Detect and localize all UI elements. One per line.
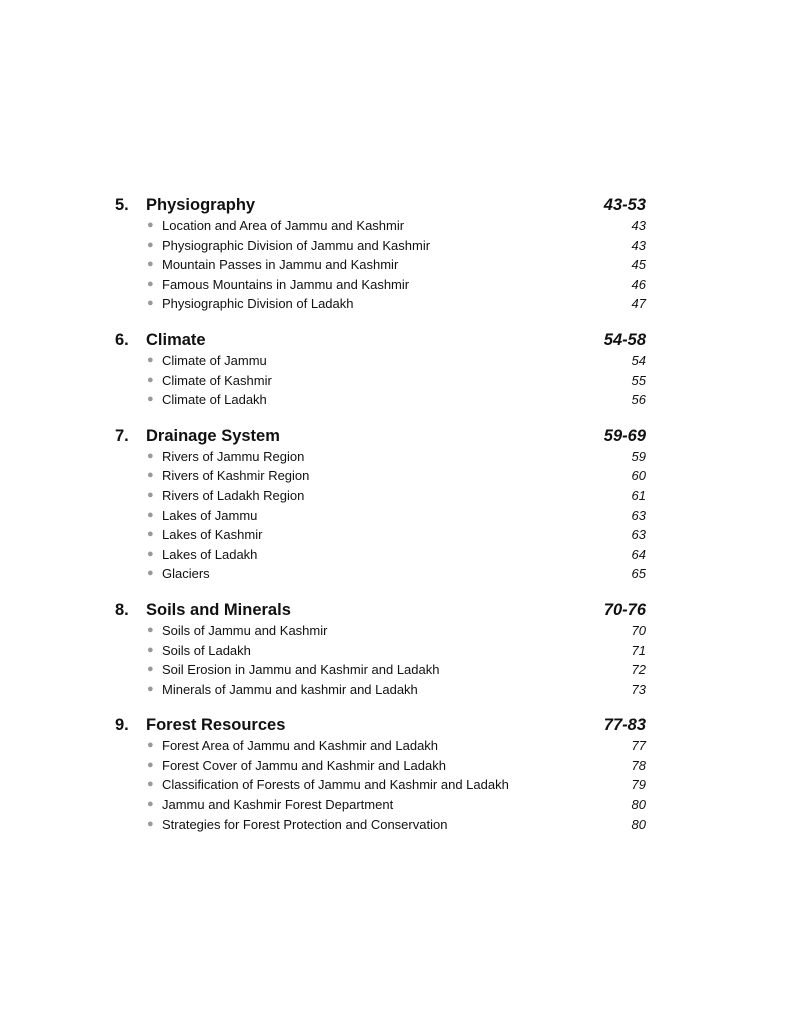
entry-page: 63 [631,527,646,543]
toc-entry[interactable] [115,466,646,486]
entry-page: 60 [631,468,646,484]
entry-label: Jammu and Kashmir Forest Department [162,797,394,813]
bullet-icon: ● [147,219,154,231]
chapter-number: 8. [115,600,129,619]
entry-label: Physiographic Division of Jammu and Kashmir [162,237,431,253]
toc-entry[interactable] [115,545,646,565]
bullet-icon: ● [147,778,154,791]
toc-entry[interactable] [115,390,646,410]
entry-page: 63 [631,507,646,523]
entry-label: Famous Mountains in Jammu and Kashmir [162,276,410,292]
chapter-page-range: 70-76 [603,600,646,619]
bullet-icon: ● [147,373,154,386]
entry-label: Soil Erosion in Jammu and Kashmir and Ladakh [162,662,440,678]
bullet-icon: ● [147,643,154,656]
entry-label: Soils of Ladakh [162,642,251,658]
toc-entry[interactable] [115,294,646,314]
entry-page: 71 [631,642,646,658]
chapter-number: 5. [115,196,129,214]
chapter-page-range: 77-83 [603,716,646,735]
toc-entry[interactable] [115,255,646,275]
bullet-icon: ● [147,682,154,695]
entry-label: Climate of Kashmir [162,372,272,388]
entry-page: 56 [631,392,646,408]
chapter-title: Soils and Minerals [146,600,291,619]
toc-entry[interactable] [115,236,646,256]
chapter-page-range: 59-69 [603,426,646,445]
bullet-icon: ● [147,758,154,771]
toc-section [115,329,646,410]
entry-label: Rivers of Kashmir Region [162,468,310,484]
bullet-icon: ● [147,547,154,560]
entry-page: 72 [631,662,646,678]
entry-label: Rivers of Ladakh Region [162,487,305,503]
toc-entry[interactable] [115,775,646,795]
entry-label: Strategies for Forest Protection and Conservation [162,816,448,832]
toc-section [115,714,646,834]
entry-label: Soils of Jammu and Kashmir [162,622,328,638]
chapter-number: 9. [115,716,129,735]
toc-entry[interactable] [115,660,646,680]
toc-entry[interactable] [115,641,646,661]
entry-label: Lakes of Kashmir [162,527,263,543]
entry-label: Rivers of Jammu Region [162,448,305,464]
toc-entry[interactable] [115,736,646,756]
bullet-icon: ● [147,238,154,251]
entry-page: 47 [631,296,646,312]
bullet-icon: ● [147,449,154,462]
chapter-number: 7. [115,426,129,445]
bullet-icon: ● [147,353,154,366]
bullet-icon: ● [147,488,154,501]
entry-page: 80 [631,816,646,832]
entry-page: 43 [631,218,646,233]
entry-page: 54 [631,352,646,368]
entry-page: 73 [631,681,646,697]
entry-page: 65 [631,566,646,582]
toc-entry[interactable] [115,680,646,700]
entry-page: 77 [631,738,646,754]
chapter-title: Physiography [146,196,256,214]
chapter-heading[interactable] [115,425,646,447]
entry-label: Location and Area of Jammu and Kashmir [162,218,405,233]
entry-label: Physiographic Division of Ladakh [162,296,354,312]
toc-entry[interactable] [115,275,646,295]
toc-entry[interactable] [115,756,646,776]
chapter-page-range: 54-58 [603,330,646,349]
entry-page: 64 [631,546,646,562]
chapter-heading[interactable] [115,194,646,216]
toc-section [115,425,646,584]
chapter-title: Drainage System [146,426,280,445]
entry-label: Climate of Ladakh [162,392,267,408]
chapter-number: 6. [115,330,129,349]
entry-page: 43 [631,237,646,253]
entry-label: Climate of Jammu [162,352,267,368]
toc-entry[interactable] [115,351,646,371]
bullet-icon: ● [147,277,154,290]
bullet-icon: ● [147,567,154,580]
entry-label: Lakes of Jammu [162,507,258,523]
entry-page: 46 [631,276,646,292]
entry-page: 45 [631,257,646,273]
bullet-icon: ● [147,469,154,482]
bullet-icon: ● [147,739,154,752]
bullet-icon: ● [147,623,154,636]
chapter-title: Climate [146,330,206,349]
entry-page: 70 [631,622,646,638]
toc-entry[interactable] [115,506,646,526]
toc-section [115,599,646,699]
entry-label: Forest Area of Jammu and Kashmir and Ladakh [162,738,439,754]
toc-entry[interactable] [115,525,646,545]
bullet-icon: ● [147,258,154,271]
chapter-heading[interactable] [115,714,646,736]
entry-label: Mountain Passes in Jammu and Kashmir [162,257,399,273]
toc-section [115,194,646,314]
chapter-heading[interactable] [115,599,646,621]
toc-entry[interactable] [115,564,646,584]
toc-entry[interactable] [115,216,646,236]
toc-entry[interactable] [115,447,646,467]
entry-page: 78 [631,757,646,773]
entry-page: 59 [631,448,646,464]
entry-label: Minerals of Jammu and kashmir and Ladakh [162,681,418,697]
entry-label: Forest Cover of Jammu and Kashmir and Ladakh [162,757,446,773]
toc-entry[interactable] [115,486,646,506]
entry-page: 55 [631,372,646,388]
chapter-page-range: 43-53 [603,196,646,214]
bullet-icon: ● [147,798,154,811]
bullet-icon: ● [147,393,154,406]
entry-page: 80 [631,797,646,813]
chapter-title: Forest Resources [146,716,286,735]
bullet-icon: ● [147,297,154,310]
table-of-contents [115,194,646,849]
toc-entry[interactable] [115,795,646,815]
toc-entry[interactable] [115,621,646,641]
entry-label: Glaciers [162,566,210,582]
entry-label: Classification of Forests of Jammu and Kashmir and Ladakh [162,777,509,793]
toc-entry[interactable] [115,815,646,835]
entry-label: Lakes of Ladakh [162,546,258,562]
toc-entry[interactable] [115,371,646,391]
bullet-icon: ● [147,528,154,541]
entry-page: 61 [631,487,646,503]
bullet-icon: ● [147,508,154,521]
bullet-icon: ● [147,663,154,676]
bullet-icon: ● [147,817,154,830]
entry-page: 79 [631,777,646,793]
chapter-heading[interactable] [115,329,646,351]
